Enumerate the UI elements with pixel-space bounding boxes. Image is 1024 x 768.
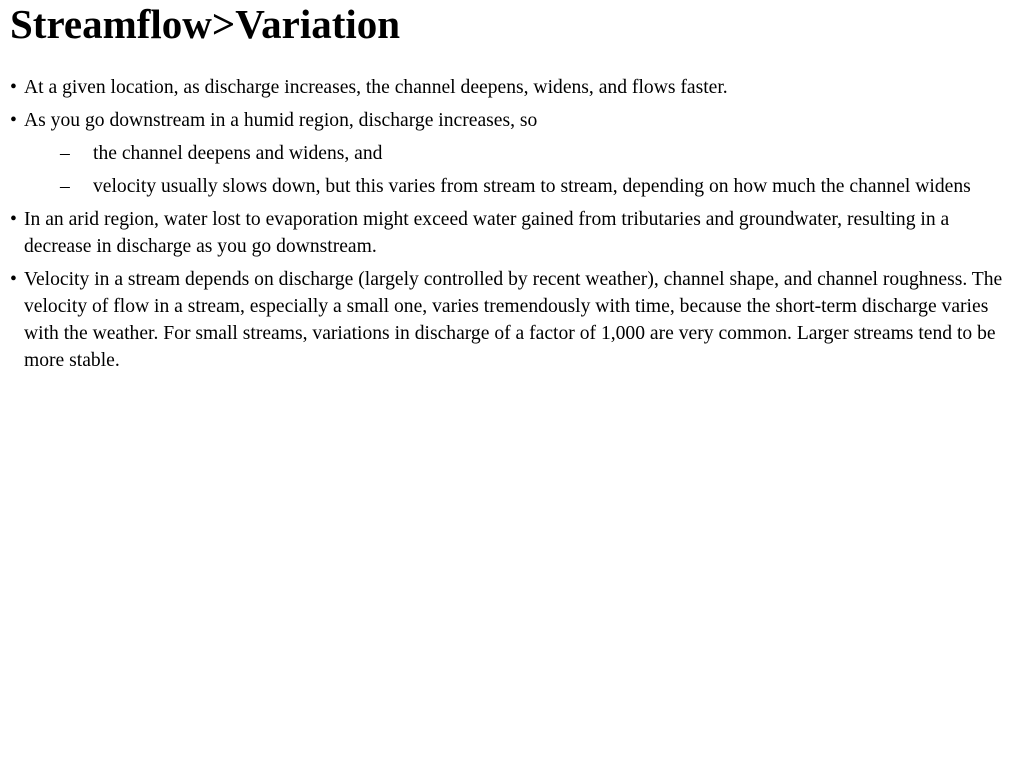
sub-bullet-marker: – <box>60 176 70 197</box>
bullet-marker: • <box>10 110 17 131</box>
slide-title: Streamflow>Variation <box>10 1 401 47</box>
sub-bullet-item <box>10 140 1010 167</box>
bullet-item <box>10 74 1010 101</box>
bullet-text: Velocity in a stream depends on discharge (largely controlled by recent weather), channel shape, and channel roughness. The velocity of flow in a stream, especially a small one, varies tremendously with time, because the short-term discharge varies with the weather. For small streams, variations in discharge of a factor of 1,000 are very common. Larger streams tend to be more stable. <box>24 269 1003 371</box>
bullet-item <box>10 206 1010 260</box>
bullet-text: In an arid region, water lost to evaporation might exceed water gained from tributaries and groundwater, resulting in a decrease in discharge as you go downstream. <box>24 209 950 257</box>
sub-bullet-marker: – <box>60 143 70 164</box>
bullet-marker: • <box>10 77 17 98</box>
sub-bullet-text: the channel deepens and widens, and <box>93 143 383 164</box>
bullet-text: At a given location, as discharge increases, the channel deepens, widens, and flows faster. <box>24 77 728 98</box>
bullet-marker: • <box>10 209 17 230</box>
bullet-marker: • <box>10 269 17 290</box>
bullet-text: As you go downstream in a humid region, discharge increases, so <box>24 110 538 131</box>
sub-bullet-item <box>10 173 1010 200</box>
bullet-list <box>10 74 1010 380</box>
bullet-item <box>10 266 1010 374</box>
sub-bullet-text: velocity usually slows down, but this varies from stream to stream, depending on how much the channel widens <box>93 176 971 197</box>
bullet-item <box>10 107 1010 134</box>
